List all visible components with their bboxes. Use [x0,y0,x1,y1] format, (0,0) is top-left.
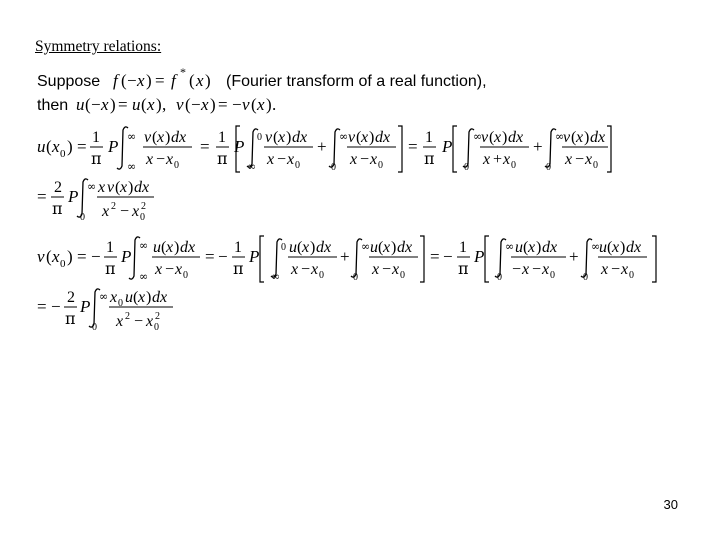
sym-u: u [37,137,46,156]
sym-v: v [144,129,152,146]
sym-pi: π [424,149,435,168]
sym-P: P [121,247,132,266]
sub-0: 0 [378,160,383,171]
num-0: 0 [92,322,97,333]
sym-dx: dx [316,239,332,256]
svg-text:): ) [146,289,152,306]
sym-x0: x [392,261,400,278]
slide-title: Symmetry relations: [35,38,162,55]
sym-u: u [370,239,378,256]
sym-minus: − [532,261,542,278]
sym-u: u [76,95,85,114]
sym-x: x [494,129,502,146]
num-0: 0 [497,272,502,283]
sym-minus: − [127,71,137,90]
sym-x: x [101,95,109,114]
sym-x: x [565,151,573,168]
bracket-right [607,126,611,172]
sym-v: v [265,129,273,146]
sym-dx: dx [590,129,606,146]
sym-x: x [98,179,106,196]
sym-dx: dx [542,239,558,256]
paren-close: ) [266,95,272,114]
paren-close: ) [110,95,116,114]
equation-v [37,236,656,283]
sym-x: x [166,239,174,256]
sym-x: x [372,261,380,278]
sym-v: v [348,129,356,146]
sym-eq: = [205,247,215,266]
sub-0: 0 [60,258,66,270]
svg-text:): ) [391,239,397,256]
sym-x: x [157,129,165,146]
sym-eq: = [200,137,210,156]
sym-x0: x [132,203,140,220]
paren-open: ( [251,95,257,114]
sym-x: x [612,239,620,256]
sym-x0: x [370,151,378,168]
sym-v: v [176,95,184,114]
svg-text:(: ( [489,129,495,146]
paren-open: ( [121,71,127,90]
sym-P: P [108,137,119,156]
sym-x0: x [175,261,183,278]
equation-u-result [37,179,154,223]
sup-2: 2 [125,311,130,322]
sym-inf: ∞ [361,240,371,253]
sym-u: u [289,239,297,256]
num-1: 1 [106,239,114,256]
sym-x: x [102,203,110,220]
svg-text:): ) [620,239,626,256]
sym-x: x [483,151,491,168]
sym-pi: π [65,309,76,328]
bracket-right [652,236,656,282]
svg-text:): ) [536,239,542,256]
sym-P: P [68,187,79,206]
paren-open: ( [189,71,195,90]
bracket-right [420,236,424,282]
num-2: 2 [67,289,75,306]
sym-minus: − [277,151,287,168]
sym-inf: ∞ [99,290,109,303]
sym-x: x [155,261,163,278]
page-number: 30 [663,497,678,512]
sym-eq: = [77,137,87,156]
sym-dx: dx [375,129,391,146]
equation-u [37,126,611,173]
sym-x: x [291,261,299,278]
sym-x0: x [52,247,60,266]
sym-dx: dx [626,239,642,256]
svg-text:(: ( [356,129,362,146]
sym-x: x [601,261,609,278]
sub-0: 0 [295,160,300,171]
sym-x: x [116,313,124,330]
sym-minus: − [301,261,311,278]
sym-dx: dx [292,129,308,146]
num-1: 1 [459,239,467,256]
sym-minus: − [191,95,201,114]
sym-dx: dx [397,239,413,256]
sym-inf: ∞ [127,130,137,143]
sub-0: 0 [183,270,188,281]
num-2: 2 [54,179,62,196]
num-0: 0 [281,242,286,253]
sup-2: 2 [111,201,116,212]
sym-x: x [196,71,204,90]
sym-x: x [120,179,128,196]
svg-text:): ) [584,129,590,146]
num-0: 0 [546,162,551,173]
sub-0: 0 [60,148,66,160]
sym-x0: x [166,151,174,168]
sym-eq: = [77,247,87,266]
num-0: 0 [257,132,262,143]
sym-eq: = [37,297,47,316]
sup-2: 2 [141,201,146,212]
sym-minus: − [232,95,242,114]
sym-plus: + [493,151,503,168]
sym-v: v [107,179,115,196]
sym-x: x [201,95,209,114]
sym-minus: − [443,247,453,266]
svg-text:(: ( [161,239,167,256]
svg-text:(: ( [115,179,121,196]
sym-u: u [153,239,161,256]
sym-x0: x [311,261,319,278]
paren-close: ) [67,137,73,156]
fourier-note: (Fourier transform of a real function), [226,73,487,90]
sym-x0: x [503,151,511,168]
sym-u: u [132,95,141,114]
sym-x: x [267,151,275,168]
sub-0: 0 [593,160,598,171]
sym-x: x [383,239,391,256]
sym-f: f [171,71,176,90]
sym-x: x [137,71,145,90]
sym-pi: π [217,149,228,168]
paren-open: ( [185,95,191,114]
num-0: 0 [353,272,358,283]
sub-0: 0 [174,160,179,171]
num-0: 0 [583,272,588,283]
sym-minus: − [165,261,175,278]
bracket-right [398,126,402,172]
num-1: 1 [218,129,226,146]
sym-star: * [180,65,186,79]
sym-inf: ∞ [247,160,257,173]
sym-P: P [234,137,245,156]
equation-v-result [37,289,173,333]
sym-dx: dx [180,239,196,256]
sym-x: x [361,129,369,146]
sym-inf: ∞ [87,180,97,193]
sym-pi: π [233,259,244,278]
sym-inf: ∞ [473,130,483,143]
num-1: 1 [92,129,100,146]
sym-inf: ∞ [505,240,515,253]
num-0: 0 [331,162,336,173]
sym-minus: − [51,297,61,316]
paren-open: ( [85,95,91,114]
sym-inf: ∞ [555,130,565,143]
sym-f: f [113,71,118,90]
sym-P: P [80,297,91,316]
line-suppose [37,65,487,90]
sym-v: v [481,129,489,146]
sym-u: u [515,239,523,256]
word-then: then [37,97,69,114]
sym-x0: x [52,137,60,156]
bracket-left [260,236,264,282]
sym-x0: x [585,151,593,168]
sym-minus: − [611,261,621,278]
sym-eq: = [37,187,47,206]
sym-u: u [599,239,607,256]
line-then [37,95,276,114]
paren-open: ( [141,95,147,114]
svg-text:(: ( [297,239,303,256]
sym-pi: π [105,259,116,278]
svg-text:): ) [128,179,134,196]
sym-pi: π [458,259,469,278]
num-1: 1 [234,239,242,256]
sym-x: x [576,129,584,146]
sym-u: u [125,289,133,306]
paren-open: ( [46,137,52,156]
svg-text:(: ( [273,129,279,146]
sym-minus: − [120,203,130,220]
sym-v: v [242,95,250,114]
sym-eq: = [408,137,418,156]
sym-plus: + [340,247,350,266]
svg-text:): ) [310,239,316,256]
sup-2: 2 [155,311,160,322]
sym-x: x [138,289,146,306]
sym-inf: ∞ [339,130,349,143]
sym-x: x [257,95,265,114]
paren-close: ) [156,95,162,114]
sub-0: 0 [154,322,159,333]
sym-P: P [474,247,485,266]
num-0: 0 [80,212,85,223]
sym-plus: + [317,137,327,156]
sym-inf: ∞ [139,270,149,283]
svg-text:): ) [165,129,171,146]
bracket-left [485,236,489,282]
sym-dx: dx [152,289,168,306]
paren-close: ) [205,71,211,90]
sym-x0: x [542,261,550,278]
sym-x: x [146,151,154,168]
sub-0: 0 [319,270,324,281]
svg-text:(: ( [133,289,139,306]
svg-text:(: ( [607,239,613,256]
sym-x: x [528,239,536,256]
sym-eq: = [118,95,128,114]
svg-text:): ) [286,129,292,146]
num-0: 0 [464,162,469,173]
paren-close: ) [146,71,152,90]
sym-plus: + [533,137,543,156]
svg-text:(: ( [152,129,158,146]
sym-minus: − [156,151,166,168]
word-suppose: Suppose [37,73,101,90]
sym-minus: − [575,151,585,168]
sym-pi: π [52,199,63,218]
svg-text:): ) [67,247,73,266]
sym-dx: dx [508,129,524,146]
sym-eq: = [218,95,228,114]
sub-0: 0 [118,298,123,309]
paren-close: ) [210,95,216,114]
svg-text:): ) [369,129,375,146]
sym-x0: x [621,261,629,278]
sym-dx: dx [134,179,150,196]
sym-period: . [272,95,277,114]
sym-minus: − [512,261,522,278]
svg-text:(: ( [378,239,384,256]
sym-x: x [147,95,155,114]
sub-0: 0 [511,160,516,171]
sym-pi: π [91,149,102,168]
sym-x0: x [110,289,118,306]
sub-0: 0 [400,270,405,281]
sym-inf: ∞ [591,240,601,253]
sym-comma: , [162,95,167,114]
sym-inf: ∞ [271,270,281,283]
sym-x: x [350,151,358,168]
svg-text:(: ( [46,247,52,266]
sym-dx: dx [171,129,187,146]
sym-minus: − [382,261,392,278]
sym-minus: − [91,95,101,114]
sym-eq: = [155,71,165,90]
sym-plus: + [569,247,579,266]
sym-v: v [563,129,571,146]
sym-minus: − [91,247,101,266]
sym-minus: − [360,151,370,168]
svg-text:(: ( [571,129,577,146]
bracket-left [453,126,457,172]
svg-text:): ) [174,239,180,256]
sym-x0: x [287,151,295,168]
sym-P: P [442,137,453,156]
sub-0: 0 [629,270,634,281]
sym-x: x [522,261,530,278]
sym-x: x [302,239,310,256]
sym-eq: = [430,247,440,266]
sym-inf: ∞ [127,160,137,173]
sym-x0: x [146,313,154,330]
sym-inf: ∞ [139,239,149,252]
sym-v: v [37,247,45,266]
sub-0: 0 [550,270,555,281]
svg-text:(: ( [523,239,529,256]
num-1: 1 [425,129,433,146]
sym-P: P [249,247,260,266]
svg-text:): ) [502,129,508,146]
sym-minus: − [134,313,144,330]
sub-0: 0 [140,212,145,223]
sym-minus: − [218,247,228,266]
sym-x: x [278,129,286,146]
